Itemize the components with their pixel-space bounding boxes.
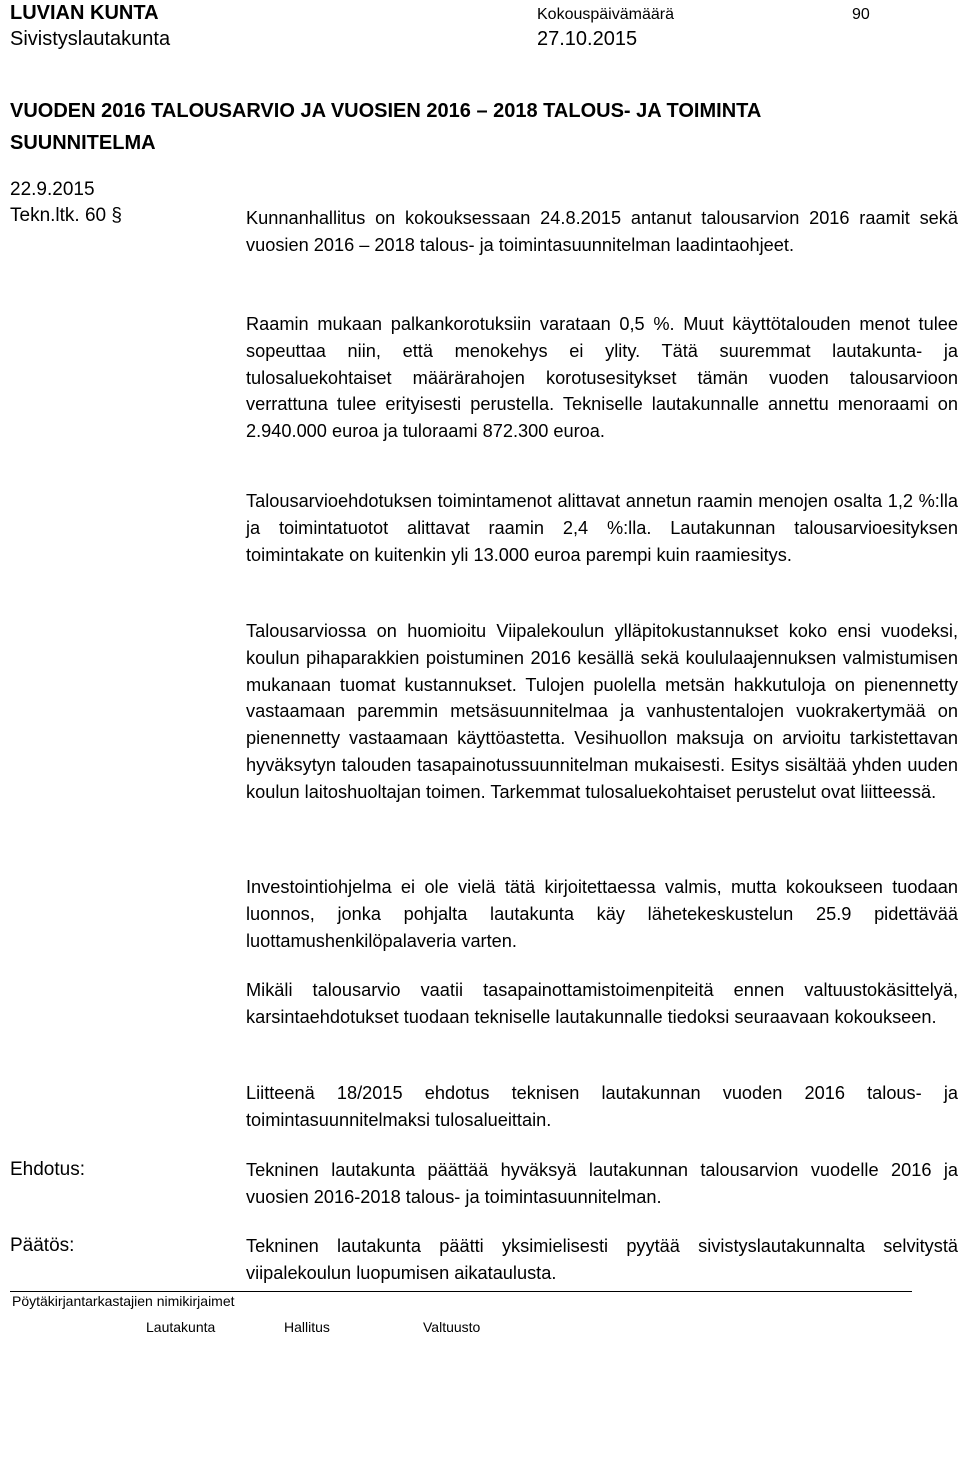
body-paragraph-2: Raamin mukaan palkankorotuksiin varataan 0,5 %. Muut käyttötalouden menot tulee sopeuttaa niin, että menokehys ei ylity. Tätä suuremmat lautakunta- ja tulosaluekohtaiset määrärahojen korotusesitykset tämän vuoden talousarvioon verrattuna tulee erityisesti perustella. Tekniselle lautakunnalle annettu menoraami on 2.940.000 euroa ja tuloraami 872.300 euroa. xyxy=(246,314,958,442)
municipality-name: LUVIAN KUNTA xyxy=(10,2,159,24)
decision-text: Tekninen lautakunta päätti yksimielisesti pyytää sivistyslautakunnalta selvitystä viipalekoulun luopumisen aikataulusta. xyxy=(246,1236,958,1283)
proposal-text: Tekninen lautakunta päättää hyväksyä lautakunnan talousarvion vuodelle 2016 ja vuosien 2016-2018 talous- ja toimintasuunnitelman. xyxy=(246,1160,958,1207)
proposal-label: Ehdotus: xyxy=(10,1159,85,1180)
signatures-label: Pöytäkirjantarkastajien nimikirjaimet xyxy=(12,1293,235,1309)
footer-column-valtuusto: Valtuusto xyxy=(423,1319,481,1335)
section-date: 22.9.2015 xyxy=(10,179,95,200)
board-name: Sivistyslautakunta xyxy=(10,28,171,50)
footer-divider xyxy=(10,1291,912,1292)
body-paragraph-6: Mikäli talousarvio vaatii tasapainottamistoimenpiteitä ennen valtuustokäsittelyä, karsintaehdotukset tuodaan tekniselle lautakunnalle tiedoksi seuraavaan kokoukseen. xyxy=(246,980,958,1027)
page-number: 90 xyxy=(852,6,870,23)
meeting-date: 27.10.2015 xyxy=(537,28,638,50)
meeting-date-label: Kokouspäivämäärä xyxy=(537,6,674,23)
body-paragraph-1: Kunnanhallitus on kokouksessaan 24.8.2015 antanut talousarvion 2016 raamit sekä vuosien 2016 – 2018 talous- ja toimintasuunnitelman laadintaohjeet. xyxy=(246,208,958,255)
footer-column-lautakunta: Lautakunta xyxy=(146,1319,216,1335)
decision-label: Päätös: xyxy=(10,1235,75,1256)
body-paragraph-4: Talousarviossa on huomioitu Viipalekoulun ylläpitokustannukset koko ensi vuodeksi, koulun pihaparakkien poistuminen 2016 kesällä sekä koululaajennuksen valmistumisen mukanaan tuomat kustannukset. Tulojen puolella metsän hakkutuloja on pienennetty vastaamaan paremmin metsäsuunnitelmaa ja vanhustentalojen vuokrakertymää on pienennetty vastaamaan käyttöastetta. Vesihuollon maksuja on arvioitu tarkistettavan hyväksytyn talouden tasapainotussuunnitelman mukaisesti. Esitys sisältää yhden uuden koulun laitoshuoltajan toimen. Tarkemmat tulosaluekohtaiset perustelut ovat liitteessä. xyxy=(246,621,958,802)
footer-column-hallitus: Hallitus xyxy=(284,1319,330,1335)
body-paragraph-7: Liitteenä 18/2015 ehdotus teknisen lautakunnan vuoden 2016 talous- ja toimintasuunnitelmaksi tulosalueittain. xyxy=(246,1083,958,1130)
document-title: VUODEN 2016 TALOUSARVIO JA VUOSIEN 2016 – 2018 TALOUS- JA TOIMINTA SUUNNITELMA xyxy=(10,100,761,154)
body-paragraph-3: Talousarvioehdotuksen toimintamenot alittavat annetun raamin menojen osalta 1,2 %:lla ja toimintatuotot alittavat raamin 2,4 %:lla. Lautakunnan talousarvioesityksen toimintakate on kuitenkin yli 13.000 euroa parempi kuin raamiesitys. xyxy=(246,491,958,565)
section-reference: Tekn.ltk. 60 § xyxy=(10,205,122,226)
body-paragraph-5: Investointiohjelma ei ole vielä tätä kirjoitettaessa valmis, mutta kokoukseen tuodaan luonnos, jonka pohjalta lautakunta käy lähetekeskustelun 25.9 pidettävää luottamushenkilöpalaveria varten. xyxy=(246,877,958,951)
